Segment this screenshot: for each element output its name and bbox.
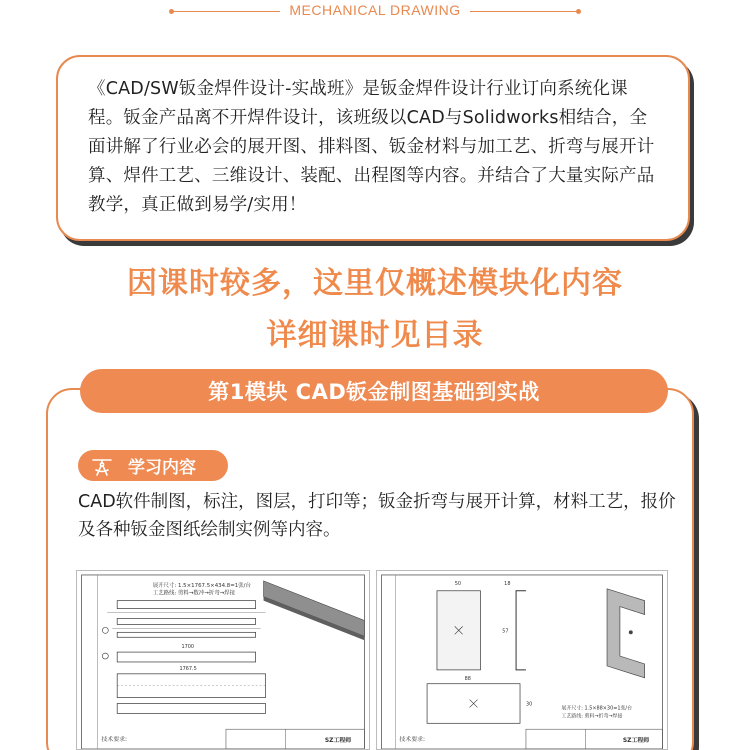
header-divider-right	[470, 11, 578, 12]
compass-icon	[90, 455, 114, 477]
left-tech-label: 技术要求:	[101, 736, 128, 744]
right-note-line1: 展开尺寸: 1.5×88×30=1张/台	[561, 705, 633, 712]
right-dim-top: 50	[454, 580, 462, 587]
cad-drawing-right	[376, 570, 668, 750]
left-logo: SZ工程师	[324, 737, 352, 745]
intro-text: 《CAD/SW钣金焊件设计-实战班》是钣金焊件设计行业订向系统化课程。钣金产品离不开焊件设计，该班级以CAD与Solidworks相结合，全面讲解了行业必会的展开图、排料图、钣金材料与加工艺、折弯与展开计算、焊件工艺、三维设计、装配、出程图等内容。并结合了大量实际产品教学，真正做到易学/实用！	[88, 79, 655, 215]
left-note-line1: 展开尺寸: 1.5×1767.5×434.8=1张/台	[152, 582, 251, 589]
right-logo: SZ工程师	[622, 737, 650, 745]
left-dim-mid: 1767.5	[179, 665, 197, 672]
right-dim-right: 30	[525, 701, 533, 708]
headline-line-1: 因课时较多，这里仅概述模块化内容	[127, 266, 623, 301]
right-tech-label: 技术要求:	[399, 736, 426, 744]
right-dim-flange: 18	[504, 580, 511, 587]
cad-drawing-right-svg	[377, 571, 667, 749]
header-divider-left	[172, 11, 280, 12]
right-dim-side: 57	[502, 628, 509, 635]
cad-drawing-left-svg	[77, 571, 369, 749]
cad-drawing-left	[76, 570, 370, 750]
left-dim-main: 1700	[181, 644, 195, 651]
left-note-line2: 工艺路线: 剪料→数冲→折弯→焊接	[152, 590, 236, 597]
module-title: 第1模块 CAD钣金制图基础到实战	[208, 380, 540, 404]
module-content-text: CAD软件制图，标注，图层，打印等；钣金折弯与展开计算，材料工艺，报价及各种钣金图纸绘制实例等内容。	[78, 492, 676, 540]
right-dim-bottom: 88	[464, 675, 471, 682]
module-title-bar	[80, 369, 668, 413]
right-note-line2: 工艺路线: 剪料→折弯→焊接	[561, 713, 623, 720]
headline-line-2: 详细课时见目录	[266, 318, 484, 353]
section-pill	[78, 450, 228, 481]
intro-card	[56, 55, 690, 241]
header-title: MECHANICAL DRAWING	[289, 2, 461, 18]
section-label: 学习内容	[128, 458, 196, 478]
